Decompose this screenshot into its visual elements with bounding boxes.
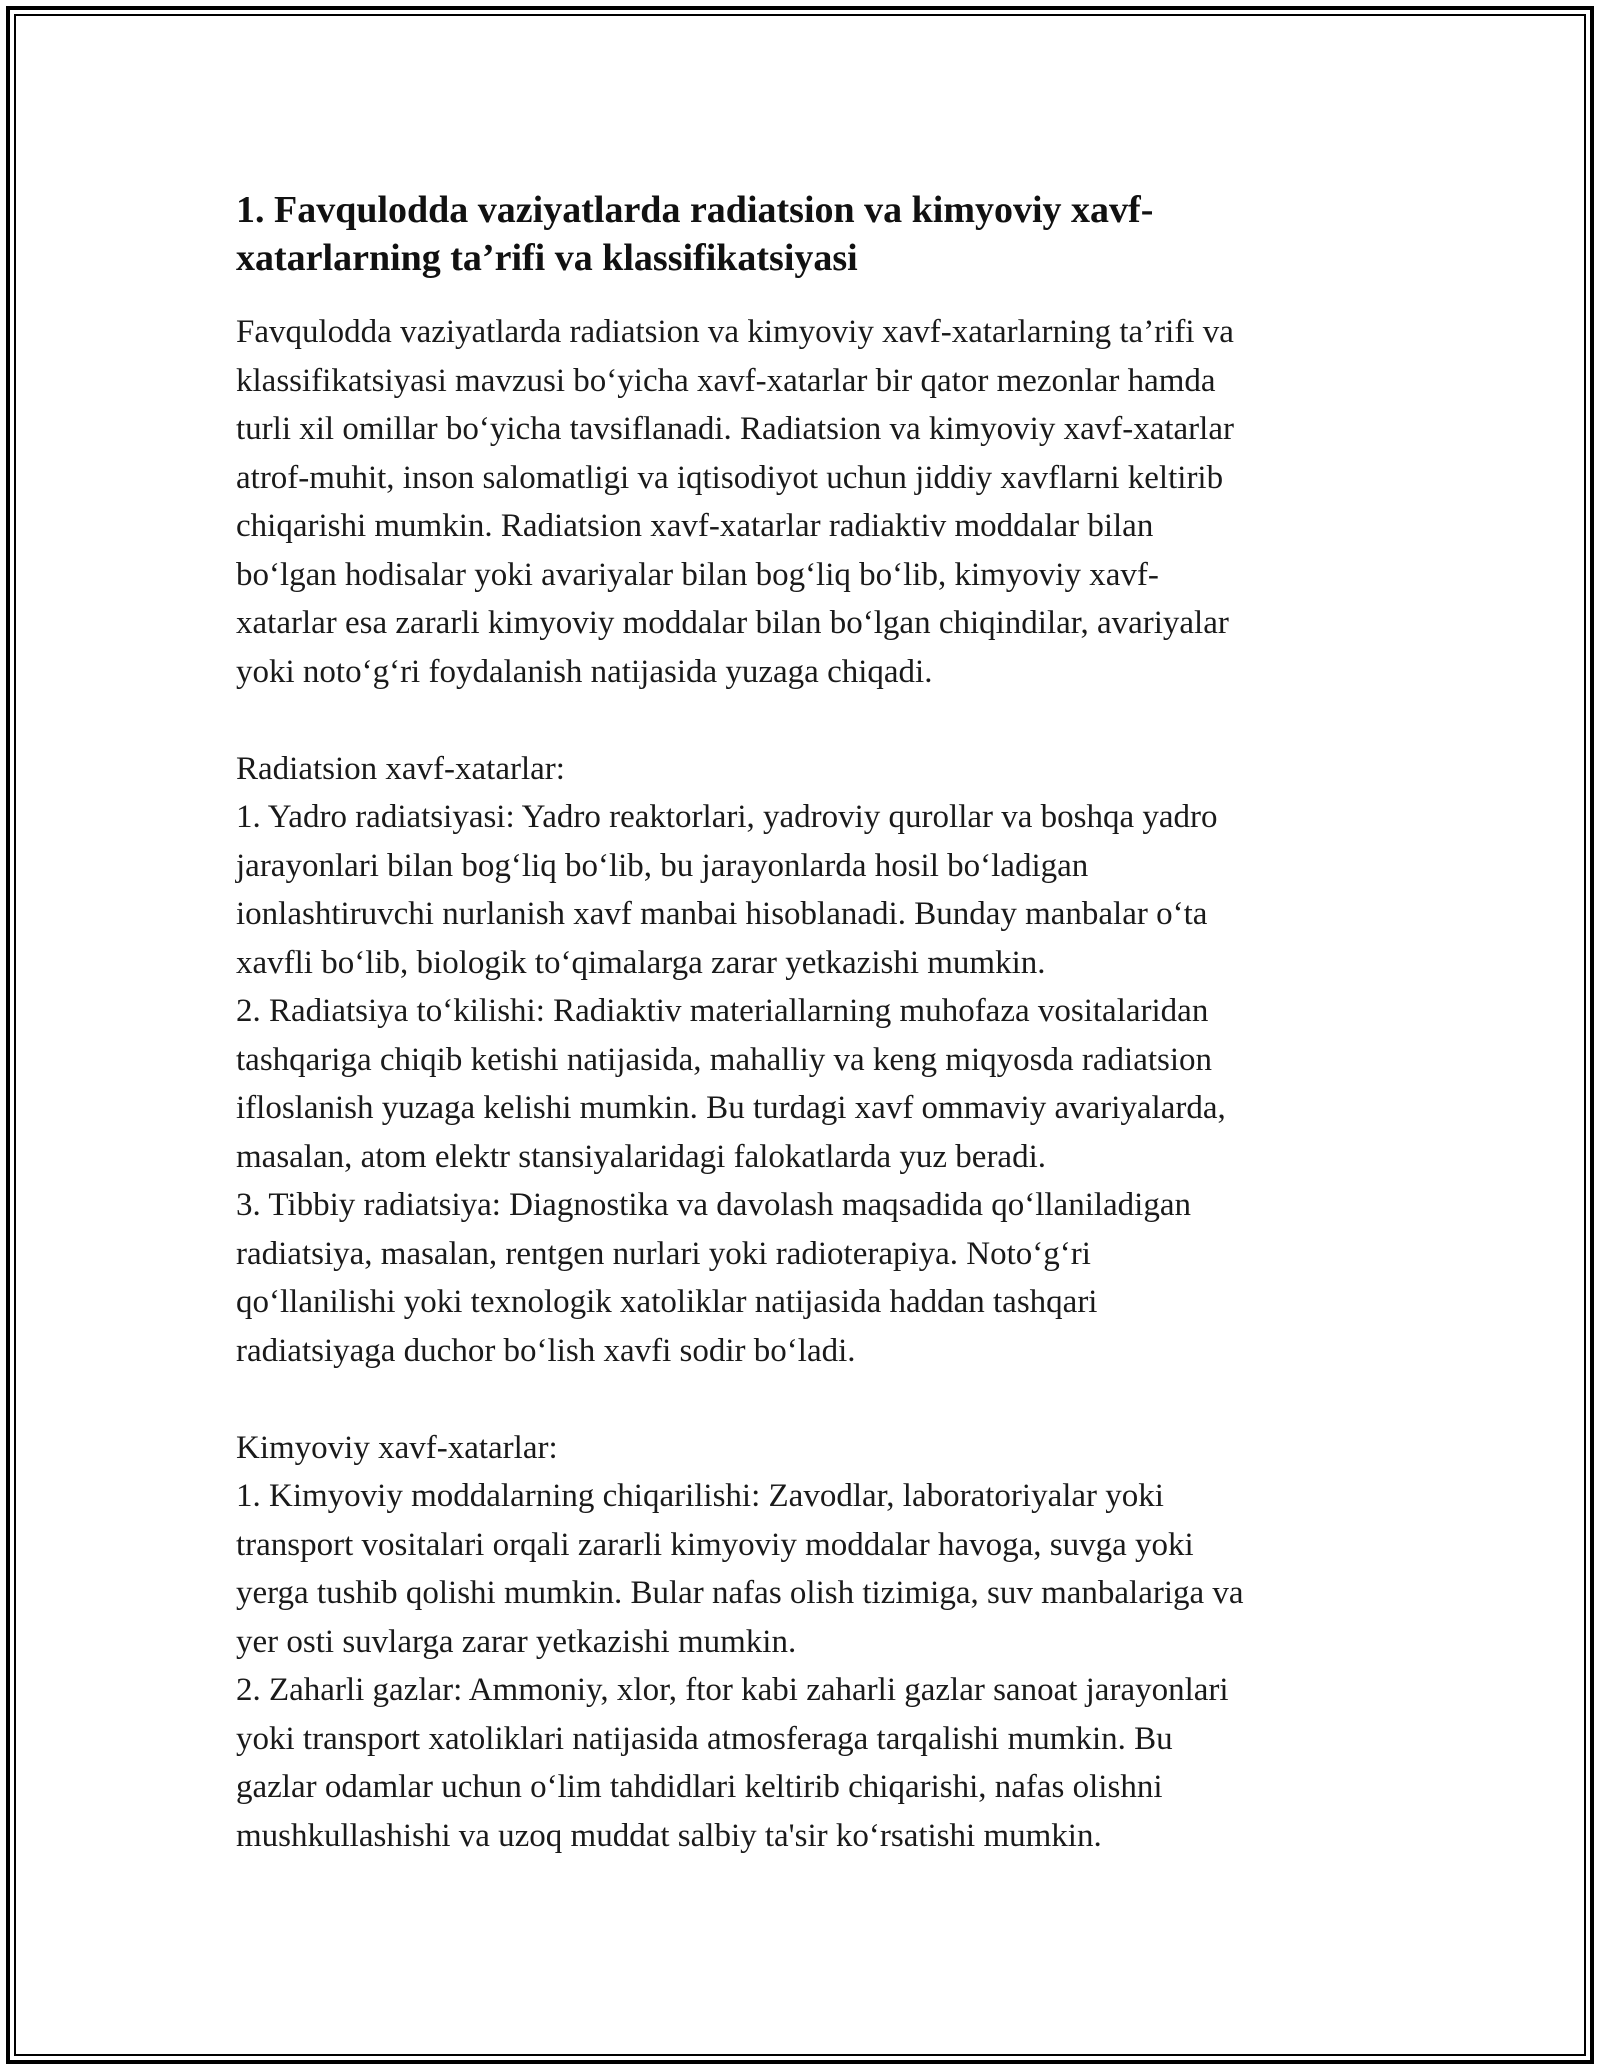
text-line: 1. Yadro radiatsiyasi: Yadro reaktorlari, yadroviy qurollar va boshqa yadro [236, 799, 1218, 835]
text-line: 2. Radiatsiya to‘kilishi: Radiaktiv materiallarning muhofaza vositalaridan [236, 993, 1209, 1029]
paragraph-gap [236, 696, 1376, 745]
text-line: radiatsiya, masalan, rentgen nurlari yoki radioterapiya. Noto‘g‘ri [236, 1235, 1091, 1272]
text-line: Favqulodda vaziyatlarda radiatsion va kimyoviy xavf-xatarlarning ta’rifi va [236, 314, 1234, 350]
text-line: 3. Tibbiy radiatsiya: Diagnostika va davolash maqsadida qo‘llaniladigan [236, 1187, 1192, 1223]
text-line: qo‘llanilishi yoki texnologik xatoliklar natijasida haddan tashqari [236, 1284, 1098, 1320]
text-line: 2. Zaharli gazlar: Ammoniy, xlor, ftor kabi zaharli gazlar sanoat jarayonlari [236, 1672, 1229, 1708]
subheading-chemical: Kimyoviy xavf-xatarlar: [236, 1429, 558, 1466]
text-line: mushkullashishi va uzoq muddat salbiy ta'sir ko‘rsatishi mumkin. [236, 1817, 1102, 1854]
subheading-radiation: Radiatsion xavf-xatarlar: [236, 750, 565, 787]
text-line: yer osti suvlarga zarar yetkazishi mumkin. [236, 1623, 797, 1660]
text-line: yoki transport xatoliklari natijasida atmosferaga tarqalishi mumkin. Bu [236, 1720, 1173, 1757]
text-line: atrof-muhit, inson salomatligi va iqtisodiyot uchun jiddiy xavflarni keltirib [236, 459, 1224, 496]
text-line: jarayonlari bilan bog‘liq bo‘lib, bu jarayonlarda hosil bo‘ladigan [236, 847, 1089, 884]
text-line: yoki noto‘g‘ri foydalanish natijasida yuzaga chiqadi. [236, 653, 933, 690]
document-body [236, 186, 1376, 1860]
text-line: gazlar odamlar uchun o‘lim tahdidlari keltirib chiqarishi, nafas olishni [236, 1769, 1163, 1805]
text-line: turli xil omillar bo‘yicha tavsiflanadi. Radiatsion va kimyoviy xavf-xatarlar [236, 411, 1234, 447]
text-line: bo‘lgan hodisalar yoki avariyalar bilan bog‘liq bo‘lib, kimyoviy xavf- [236, 556, 1159, 593]
text-line: ionlashtiruvchi nurlanish xavf manbai hisoblanadi. Bunday manbalar o‘ta [236, 896, 1208, 932]
radiation-section [236, 745, 1376, 1376]
text-line: transport vositalari orqali zararli kimyoviy moddalar havoga, suvga yoki [236, 1526, 1194, 1563]
text-line: yerga tushib qolishi mumkin. Bular nafas olish tizimiga, suv manbalariga va [236, 1575, 1244, 1611]
text-line: klassifikatsiyasi mavzusi bo‘yicha xavf-xatarlar bir qator mezonlar hamda [236, 362, 1216, 399]
text-line: chiqarishi mumkin. Radiatsion xavf-xatarlar radiaktiv moddalar bilan [236, 508, 1154, 544]
text-line: xatarlar esa zararli kimyoviy moddalar bilan bo‘lgan chiqindilar, avariyalar [236, 605, 1229, 641]
heading-line: 1. Favqulodda vaziyatlarda radiatsion va kimyoviy xavf- [236, 189, 1154, 231]
text-line: radiatsiyaga duchor bo‘lish xavfi sodir bo‘ladi. [236, 1332, 856, 1369]
text-line: xavfli bo‘lib, biologik to‘qimalarga zarar yetkazishi mumkin. [236, 944, 1046, 981]
text-line: masalan, atom elektr stansiyalaridagi falokatlarda yuz beradi. [236, 1138, 1046, 1175]
chemical-section [236, 1424, 1376, 1861]
text-line: tashqariga chiqib ketishi natijasida, mahalliy va keng miqyosda radiatsion [236, 1041, 1213, 1078]
intro-paragraph [236, 308, 1376, 696]
text-line: 1. Kimyoviy moddalarning chiqarilishi: Zavodlar, laboratoriyalar yoki [236, 1478, 1164, 1514]
heading-line: xatarlarning ta’rifi va klassifikatsiyasi [236, 237, 858, 279]
section-heading [236, 186, 1376, 282]
text-line: ifloslanish yuzaga kelishi mumkin. Bu turdagi xavf ommaviy avariyalarda, [236, 1090, 1226, 1126]
paragraph-gap [236, 1375, 1376, 1424]
